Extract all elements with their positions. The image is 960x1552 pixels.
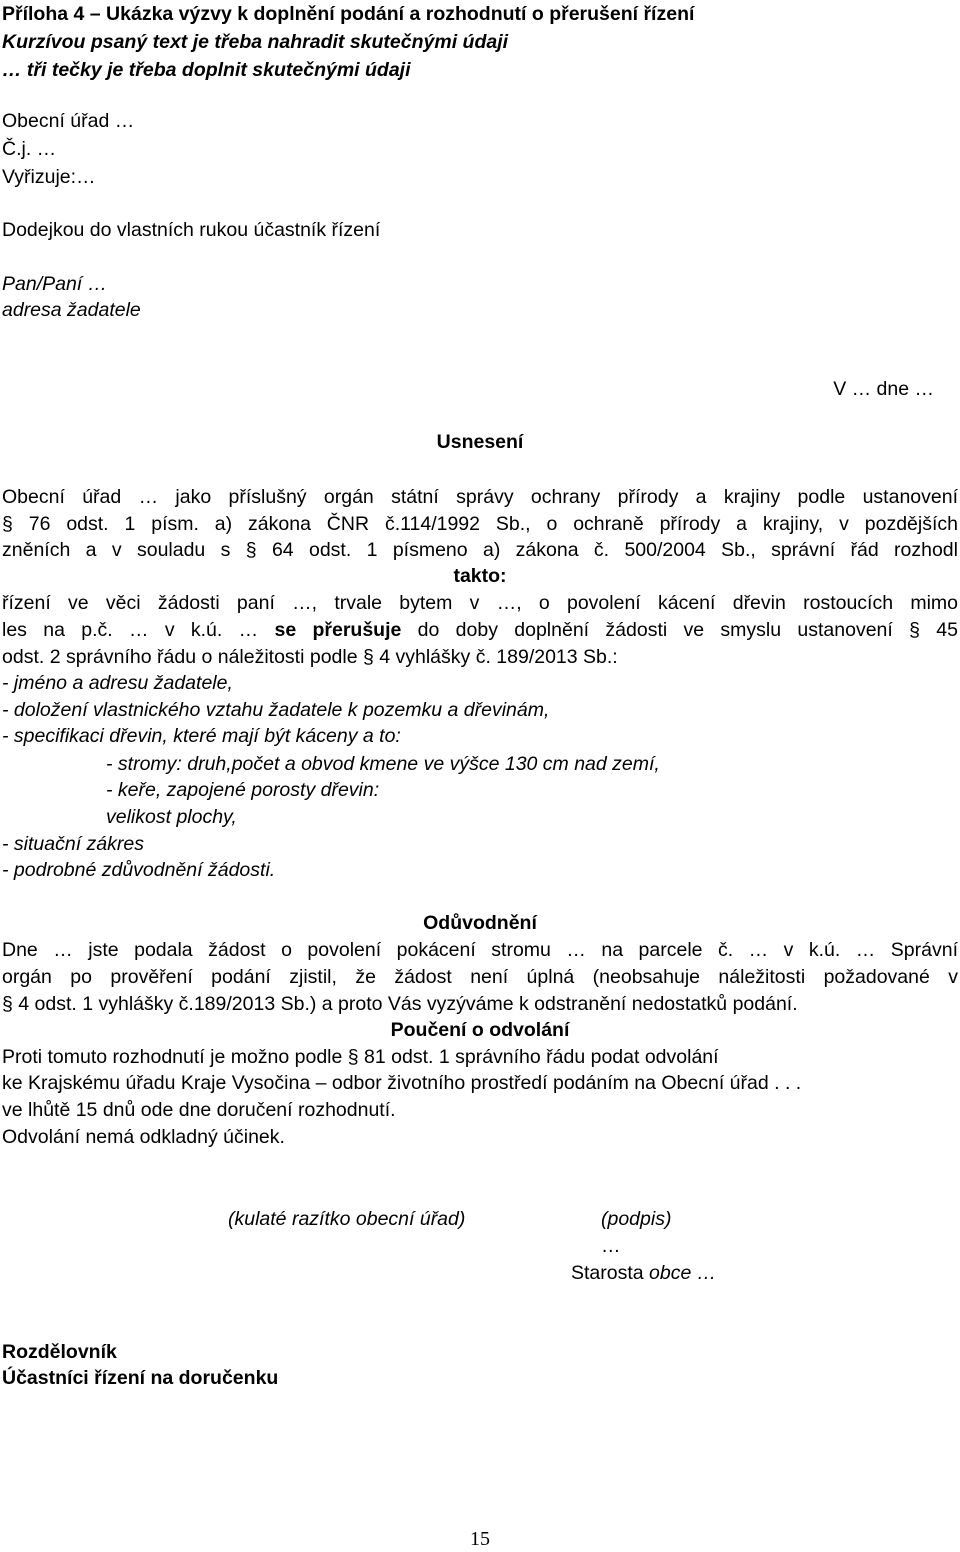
signature-dots: … xyxy=(601,1235,621,1257)
mayor-municipality: obce … xyxy=(649,1262,717,1284)
appeal-heading: Poučení o odvolání xyxy=(390,1019,570,1041)
appeal-line: ve lhůtě 15 dnů ode dne doručení rozhodnutí. xyxy=(2,1099,396,1121)
body-text: do doby doplnění žádosti ve smyslu ustanovení § 45 xyxy=(401,619,958,641)
body-line: zněních a v souladu s § 64 odst. 1 písmeno a) zákona č. 500/2004 Sb., správní řád rozhodl xyxy=(2,539,958,561)
signature-placeholder: (podpis) xyxy=(601,1208,672,1230)
takto-label: takto: xyxy=(453,565,507,587)
interruption-verb: se přerušuje xyxy=(274,619,402,641)
body-line-interruption xyxy=(2,617,958,643)
mayor-title xyxy=(571,1260,958,1286)
appeal-line: Odvolání nemá odkladný účinek. xyxy=(2,1126,285,1148)
appeal-line: ke Krajskému úřadu Kraje Vysočina – odbor životního prostředí podáním na Obecní úřad . . . xyxy=(2,1072,802,1094)
requirement-item: - jméno a adresu žadatele, xyxy=(2,672,233,694)
requirement-item: - specifikaci dřevin, které mají být káceny a to: xyxy=(2,725,401,747)
resolution-heading: Usnesení xyxy=(436,431,524,453)
body-line: § 76 odst. 1 písm. a) zákona ČNR č.114/1992 Sb., o ochraně přírody a krajiny, v pozdějších xyxy=(2,513,958,535)
recipient-name: Pan/Paní … xyxy=(2,273,108,295)
office-name: Obecní úřad … xyxy=(2,110,135,132)
appeal-line: Proti tomuto rozhodnutí je možno podle § 81 odst. 1 správního řádu podat odvolání xyxy=(2,1046,719,1068)
body-text: les na p.č. … v k.ú. … xyxy=(2,619,275,641)
body-line: řízení ve věci žádosti paní …, trvale bytem v …, o povolení kácení dřevin rostoucích mimo xyxy=(2,592,958,614)
reasoning-line: Dne … jste podala žádost o povolení pokácení stromu … na parcele č. … v k.ú. … Správní xyxy=(2,939,958,961)
delivery-method: Dodejkou do vlastních rukou účastník řízení xyxy=(2,219,381,241)
body-line: odst. 2 správního řádu o náležitosti podle § 4 vyhlášky č. 189/2013 Sb.: xyxy=(2,646,618,668)
distribution-line: Účastníci řízení na doručenku xyxy=(2,1367,279,1389)
requirement-subitem: - keře, zapojené porosty dřevin: xyxy=(106,779,380,801)
recipient-address: adresa žadatele xyxy=(2,299,141,321)
mayor-label: Starosta xyxy=(571,1262,650,1284)
instruction-note-italic: Kurzívou psaný text je třeba nahradit skutečnými údaji xyxy=(2,31,509,53)
place-and-date: V … dne … xyxy=(833,378,934,400)
requirement-item: - situační zákres xyxy=(2,833,144,855)
requirement-item: - doložení vlastnického vztahu žadatele k pozemku a dřevinám, xyxy=(2,699,550,721)
reference-number: Č.j. … xyxy=(2,138,57,160)
requirement-item: - podrobné zdůvodnění žádosti. xyxy=(2,859,276,881)
handled-by: Vyřizuje:… xyxy=(2,166,96,188)
document-title: Příloha 4 – Ukázka výzvy k doplnění podání a rozhodnutí o přerušení řízení xyxy=(2,3,695,25)
distribution-title: Rozdělovník xyxy=(2,1341,117,1363)
page-number: 15 xyxy=(470,1528,490,1550)
requirement-subitem: - stromy: druh,počet a obvod kmene ve výšce 130 cm nad zemí, xyxy=(106,753,660,775)
reasoning-line: orgán po prověření podání zjistil, že žádost není úplná (neobsahuje náležitosti požadované v xyxy=(2,966,958,988)
stamp-placeholder: (kulaté razítko obecní úřad) xyxy=(228,1208,466,1230)
reasoning-line: § 4 odst. 1 vyhlášky č.189/2013 Sb.) a proto Vás vyzýváme k odstranění nedostatků podání. xyxy=(2,993,798,1015)
requirement-subitem: velikost plochy, xyxy=(106,806,237,828)
instruction-note-dots: … tři tečky je třeba doplnit skutečnými údaji xyxy=(2,59,411,81)
body-line: Obecní úřad … jako příslušný orgán státní správy ochrany přírody a krajiny podle ustanovení xyxy=(2,486,958,508)
reasoning-heading: Odůvodnění xyxy=(423,912,537,934)
